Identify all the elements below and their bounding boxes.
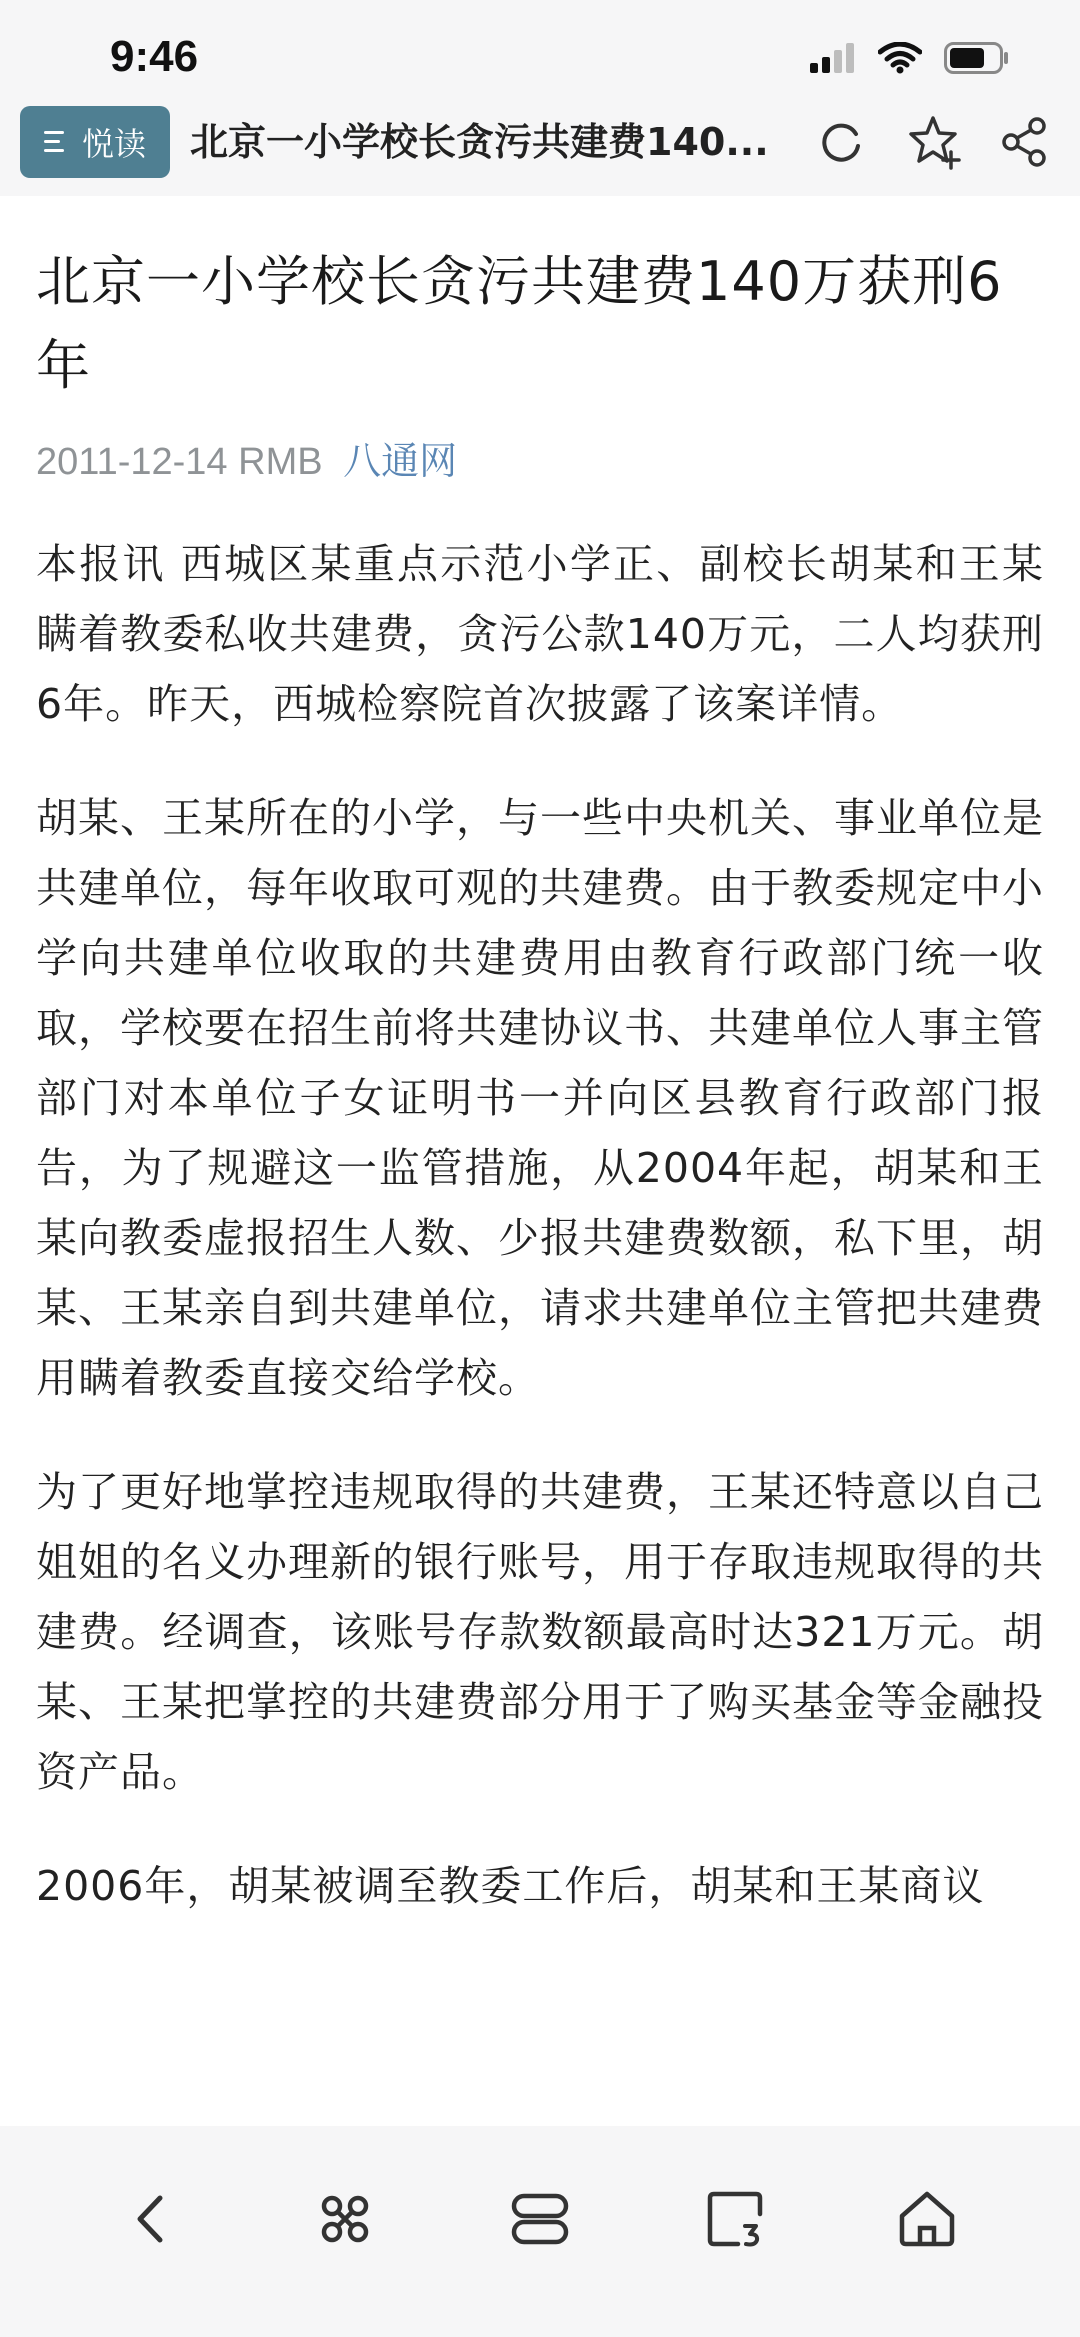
page-title[interactable]: 北京一小学校长贪污共建费140... (190, 120, 769, 164)
article-paragraph: 为了更好地掌控违规取得的共建费，王某还特意以自己姐姐的名义办理新的银行账号，用于存取违规取得的共建费。经调查，该账号存款数额最高时达321万元。胡某、王某把掌控的共建费部分用于了购买基金等金融投资产品。 (36, 1468, 1044, 1796)
article-currency: RMB (238, 441, 323, 483)
article-content (0, 196, 1080, 2126)
star-add-icon[interactable] (905, 112, 965, 172)
article-paragraph: 本报讯 西城区某重点示范小学正、副校长胡某和王某瞒着教委私收共建费，贪污公款140万元，二人均获刑6年。昨天，西城检察院首次披露了该案详情。 (36, 540, 1044, 728)
battery-icon (944, 42, 1010, 74)
status-bar (0, 0, 1080, 100)
article-paragraph: 2006年，胡某被调至教委工作后，胡某和王某商议 (36, 1862, 985, 1910)
article-source-link[interactable]: 八通网 (343, 441, 458, 483)
article-meta (36, 430, 1044, 485)
signal-icon (810, 43, 856, 73)
bottom-navigation (0, 2126, 1080, 2337)
refresh-icon[interactable] (812, 112, 872, 172)
reader-mode-label: 悦读 (81, 125, 146, 163)
back-icon[interactable] (118, 2184, 188, 2254)
share-icon[interactable] (995, 112, 1055, 172)
browser-toolbar (0, 100, 1080, 196)
command-icon[interactable] (310, 2184, 380, 2254)
tab-count-icon[interactable] (700, 2184, 770, 2254)
menu-lines-icon (44, 131, 68, 153)
home-icon[interactable] (892, 2184, 962, 2254)
article-headline: 北京一小学校长贪污共建费140万获刑6年 (36, 250, 1003, 397)
wifi-icon (878, 42, 922, 74)
tabs-icon[interactable] (505, 2184, 575, 2254)
article-paragraph: 胡某、王某所在的小学，与一些中央机关、事业单位是共建单位，每年收取可观的共建费。由于教委规定中小学向共建单位收取的共建费用由教育行政部门统一收取，学校要在招生前将共建协议书、共建单位人事主管部门对本单位子女证明书一并向区县教育行政部门报告，为了规避这一监管措施，从2004年起，胡某和王某向教委虚报招生人数、少报共建费数额，私下里，胡某、王某亲自到共建单位，请求共建单位主管把共建费用瞒着教委直接交给学校。 (36, 794, 1044, 1402)
reader-mode-button[interactable] (20, 106, 170, 178)
status-time: 9:46 (110, 32, 199, 81)
article-date: 2011-12-14 (36, 441, 228, 483)
status-icons (810, 40, 1010, 76)
